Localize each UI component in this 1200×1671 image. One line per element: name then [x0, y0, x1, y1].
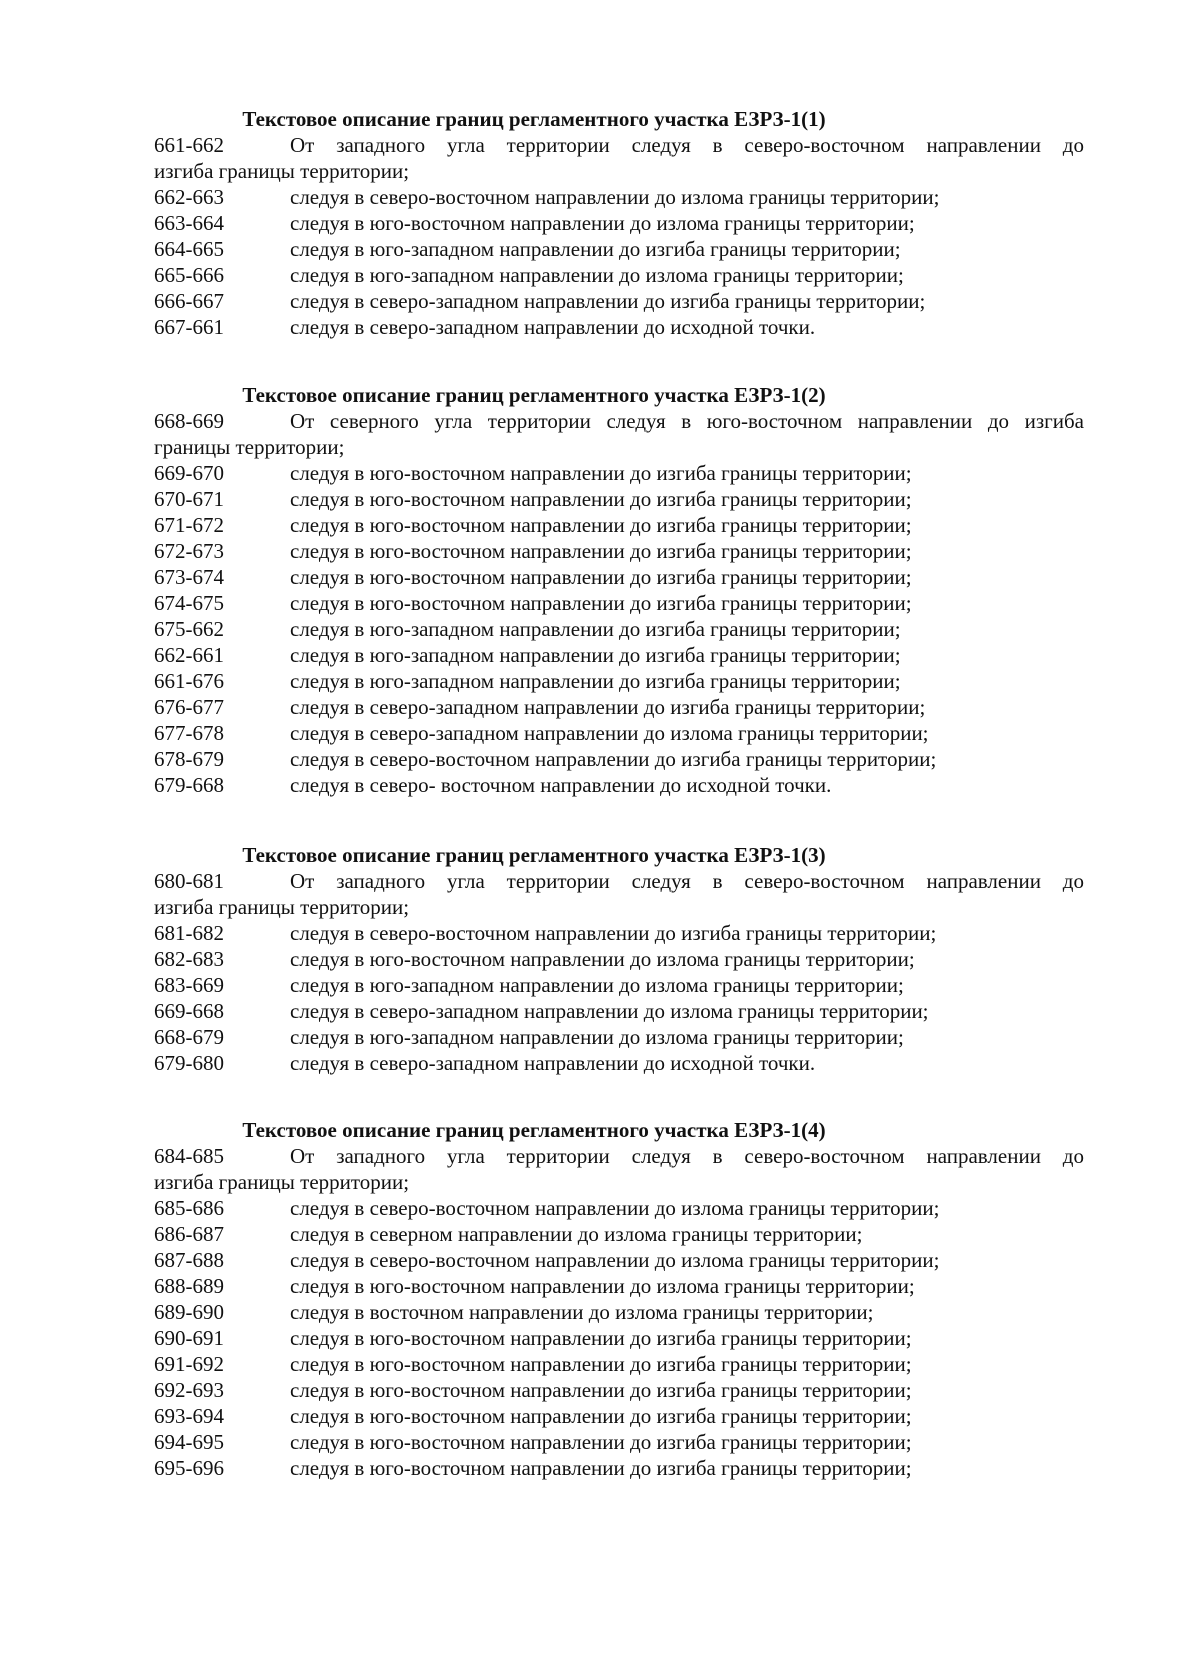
segment-text: следуя в северо-западном направлении до изгиба границы территории;: [290, 695, 926, 719]
list-item: [154, 512, 1084, 538]
first-entry: [154, 1143, 1084, 1195]
segment-text: следуя в северо-восточном направлении до излома границы территории;: [290, 1196, 940, 1220]
list-item: [154, 668, 1084, 694]
segment-code: 679-680: [154, 1051, 224, 1075]
segment-code: 662-661: [154, 643, 224, 667]
segment-code: 662-663: [154, 185, 224, 209]
list-item: [154, 1050, 1084, 1076]
section-ezrz-1-3: [154, 842, 1084, 1076]
list-item: [154, 1273, 1084, 1299]
segment-text: следуя в юго-восточном направлении до излома границы территории;: [290, 947, 915, 971]
segment-text: следуя в юго-западном направлении до излома границы территории;: [290, 1025, 904, 1049]
segment-text: следуя в юго-западном направлении до изгиба границы территории;: [290, 617, 901, 641]
segment-code: 667-661: [154, 315, 224, 339]
segment-text: следуя в юго-восточном направлении до изгиба границы территории;: [290, 1326, 912, 1350]
segment-code: 673-674: [154, 565, 224, 589]
list-item: [154, 590, 1084, 616]
list-item: [154, 1455, 1084, 1481]
segment-code: 683-669: [154, 973, 224, 997]
segment-text: следуя в восточном направлении до излома границы территории;: [290, 1300, 874, 1324]
list-item: [154, 262, 1084, 288]
segment-code: 684-685: [154, 1144, 224, 1168]
segment-code: 691-692: [154, 1352, 224, 1376]
segment-code: 668-679: [154, 1025, 224, 1049]
segment-text: следуя в юго-восточном направлении до изгиба границы территории;: [290, 1378, 912, 1402]
segment-text: следуя в юго-западном направлении до изгиба границы территории;: [290, 237, 901, 261]
section-ezrz-1-4: [154, 1117, 1084, 1481]
first-entry: [154, 408, 1084, 460]
segment-text: следуя в северо-западном направлении до излома границы территории;: [290, 999, 929, 1023]
section-ezrz-1-2: [154, 382, 1084, 798]
segment-code: 690-691: [154, 1326, 224, 1350]
section-title: Текстовое описание границ регламентного участка ЕЗРЗ-1(1): [242, 107, 826, 131]
list-item: [154, 486, 1084, 512]
list-item: [154, 538, 1084, 564]
first-entry-line: [154, 1143, 1084, 1169]
list-item: [154, 720, 1084, 746]
segment-text: следуя в юго-восточном направлении до изгиба границы территории;: [290, 1352, 912, 1376]
first-entry-continuation: границы территории;: [154, 435, 345, 459]
segment-text: следуя в юго-западном направлении до изгиба границы территории;: [290, 669, 901, 693]
segment-text: следуя в юго-восточном направлении до излома границы территории;: [290, 1274, 915, 1298]
segment-text: следуя в юго-восточном направлении до изгиба границы территории;: [290, 461, 912, 485]
first-entry-line: [154, 868, 1084, 894]
segment-code: 689-690: [154, 1300, 224, 1324]
segment-code: 674-675: [154, 591, 224, 615]
list-item: [154, 1247, 1084, 1273]
segment-code: 675-662: [154, 617, 224, 641]
first-entry: [154, 868, 1084, 920]
segment-code: 688-689: [154, 1274, 224, 1298]
segment-code: 666-667: [154, 289, 224, 313]
segment-code: 687-688: [154, 1248, 224, 1272]
list-item: [154, 694, 1084, 720]
segment-text: следуя в северном направлении до излома границы территории;: [290, 1222, 863, 1246]
segment-code: 680-681: [154, 869, 224, 893]
first-entry-line: [154, 408, 1084, 434]
segment-text: следуя в юго-западном направлении до излома границы территории;: [290, 263, 904, 287]
segment-code: 681-682: [154, 921, 224, 945]
section-title: Текстовое описание границ регламентного участка ЕЗРЗ-1(2): [242, 383, 826, 407]
list-item: [154, 998, 1084, 1024]
segment-code: 661-662: [154, 133, 224, 157]
segment-code: 693-694: [154, 1404, 224, 1428]
segment-text: следуя в северо-восточном направлении до излома границы территории;: [290, 1248, 940, 1272]
list-item: [154, 210, 1084, 236]
list-item: [154, 184, 1084, 210]
segment-code: 677-678: [154, 721, 224, 745]
first-entry: [154, 132, 1084, 184]
list-item: [154, 1325, 1084, 1351]
segment-code: 682-683: [154, 947, 224, 971]
segment-text: следуя в юго-восточном направлении до излома границы территории;: [290, 211, 915, 235]
segment-text: следуя в северо-восточном направлении до излома границы территории;: [290, 185, 940, 209]
segment-text: От западного угла территории следуя в северо-восточном направлении до: [290, 133, 1084, 157]
list-item: [154, 288, 1084, 314]
list-item: [154, 1195, 1084, 1221]
segment-code: 692-693: [154, 1378, 224, 1402]
section-title: Текстовое описание границ регламентного участка ЕЗРЗ-1(3): [242, 843, 826, 867]
list-item: [154, 1377, 1084, 1403]
first-entry-continuation: изгиба границы территории;: [154, 159, 410, 183]
segment-text: следуя в юго-восточном направлении до изгиба границы территории;: [290, 539, 912, 563]
list-item: [154, 1429, 1084, 1455]
segment-code: 661-676: [154, 669, 224, 693]
segment-code: 694-695: [154, 1430, 224, 1454]
segment-text: следуя в северо-западном направлении до изгиба границы территории;: [290, 289, 926, 313]
segment-code: 670-671: [154, 487, 224, 511]
segment-text: следуя в юго-восточном направлении до изгиба границы территории;: [290, 1456, 912, 1480]
segment-text: От северного угла территории следуя в юго-восточном направлении до изгиба: [290, 409, 1084, 433]
list-item: [154, 642, 1084, 668]
segment-text: следуя в северо-западном направлении до исходной точки.: [290, 315, 816, 339]
segment-text: следуя в северо-западном направлении до исходной точки.: [290, 1051, 816, 1075]
list-item: [154, 1403, 1084, 1429]
list-item: [154, 972, 1084, 998]
segment-code: 669-670: [154, 461, 224, 485]
list-item: [154, 1024, 1084, 1050]
list-item: [154, 1299, 1084, 1325]
segment-text: От западного угла территории следуя в северо-восточном направлении до: [290, 1144, 1084, 1168]
segment-code: 672-673: [154, 539, 224, 563]
segment-code: 668-669: [154, 409, 224, 433]
segment-text: следуя в юго-восточном направлении до изгиба границы территории;: [290, 591, 912, 615]
segment-code: 671-672: [154, 513, 224, 537]
list-item: [154, 1221, 1084, 1247]
first-entry-continuation: изгиба границы территории;: [154, 1170, 410, 1194]
segment-code: 686-687: [154, 1222, 224, 1246]
first-entry-line: [154, 132, 1084, 158]
segment-text: следуя в северо-восточном направлении до изгиба границы территории;: [290, 747, 937, 771]
segment-code: 665-666: [154, 263, 224, 287]
segment-code: 685-686: [154, 1196, 224, 1220]
segment-code: 679-668: [154, 773, 224, 797]
segment-text: следуя в юго-восточном направлении до изгиба границы территории;: [290, 513, 912, 537]
list-item: [154, 772, 1084, 798]
segment-code: 664-665: [154, 237, 224, 261]
list-item: [154, 920, 1084, 946]
list-item: [154, 564, 1084, 590]
segment-code: 695-696: [154, 1456, 224, 1480]
segment-text: следуя в северо- восточном направлении до исходной точки.: [290, 773, 832, 797]
section-ezrz-1-1: [154, 106, 1084, 340]
segment-code: 669-668: [154, 999, 224, 1023]
list-item: [154, 314, 1084, 340]
segment-text: следуя в юго-восточном направлении до изгиба границы территории;: [290, 1404, 912, 1428]
segment-text: следуя в северо-западном направлении до излома границы территории;: [290, 721, 929, 745]
list-item: [154, 746, 1084, 772]
segment-text: следуя в юго-западном направлении до излома границы территории;: [290, 973, 904, 997]
list-item: [154, 946, 1084, 972]
section-title: Текстовое описание границ регламентного участка ЕЗРЗ-1(4): [242, 1118, 826, 1142]
segment-text: следуя в юго-восточном направлении до изгиба границы территории;: [290, 565, 912, 589]
segment-code: 663-664: [154, 211, 224, 235]
list-item: [154, 236, 1084, 262]
list-item: [154, 460, 1084, 486]
segment-text: От западного угла территории следуя в северо-восточном направлении до: [290, 869, 1084, 893]
list-item: [154, 616, 1084, 642]
first-entry-continuation: изгиба границы территории;: [154, 895, 410, 919]
segment-code: 676-677: [154, 695, 224, 719]
list-item: [154, 1351, 1084, 1377]
segment-code: 678-679: [154, 747, 224, 771]
segment-text: следуя в юго-восточном направлении до изгиба границы территории;: [290, 487, 912, 511]
segment-text: следуя в северо-восточном направлении до изгиба границы территории;: [290, 921, 937, 945]
segment-text: следуя в юго-восточном направлении до изгиба границы территории;: [290, 1430, 912, 1454]
segment-text: следуя в юго-западном направлении до изгиба границы территории;: [290, 643, 901, 667]
